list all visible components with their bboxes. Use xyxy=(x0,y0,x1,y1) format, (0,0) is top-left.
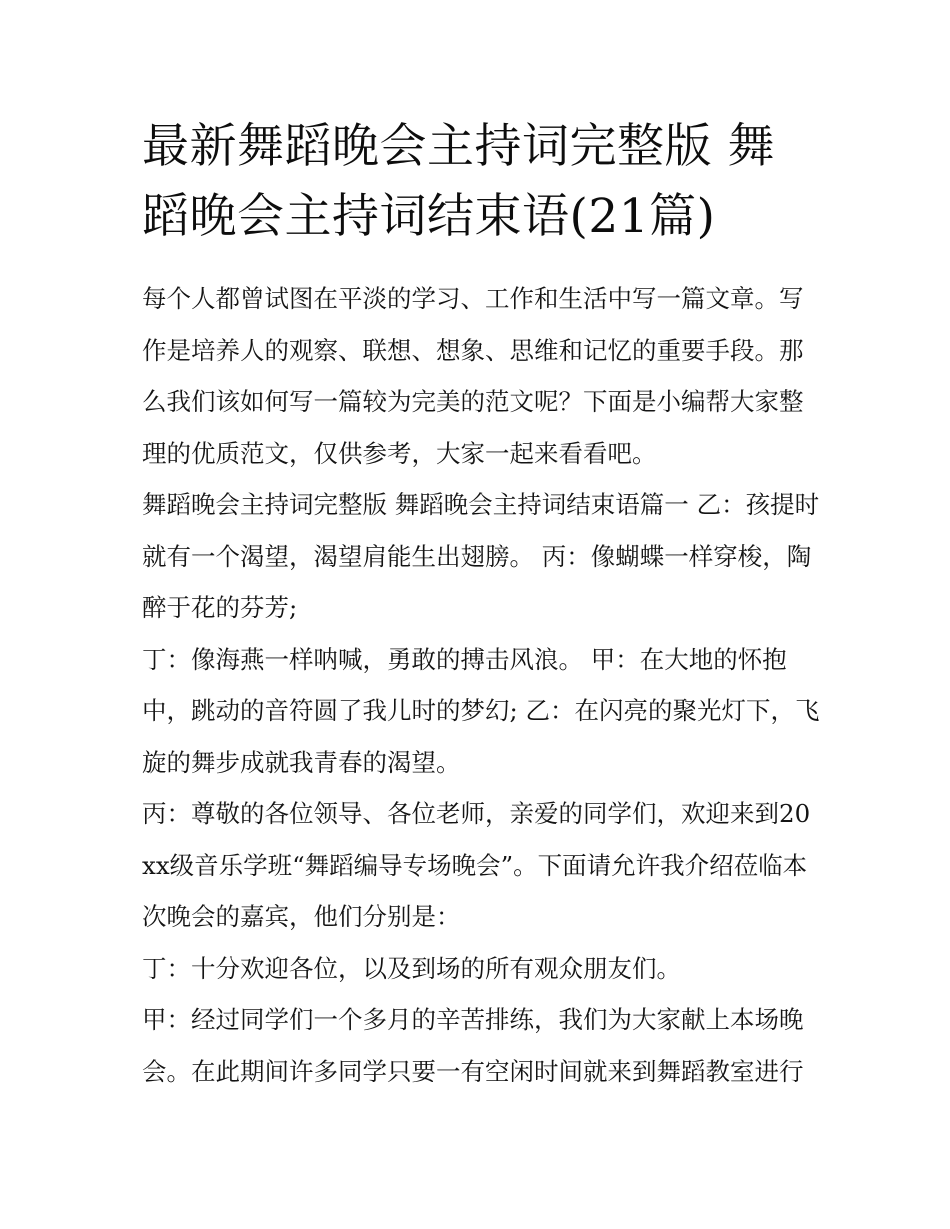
body-paragraph-jia-rehearsal: 甲：经过同学们一个多月的辛苦排练，我们为大家献上本场晚会。在此期间许多同学只要一有空闲时间就来到舞蹈教室进行 xyxy=(142,1005,804,1086)
body-paragraph-ding-greeting: 丁：十分欢迎各位，以及到场的所有观众朋友们。 xyxy=(142,953,681,983)
body-paragraph-ding-jia-yi: 丁：像海燕一样呐喊，勇敢的搏击风浪。 甲：在大地的怀抱中，跳动的音符圆了我儿时的梦幻; 乙：在闪亮的聚光灯下，飞旋的舞步成就我青春的渴望。 xyxy=(142,644,820,777)
document-title: 最新舞蹈晚会主持词完整版 舞蹈晚会主持词结束语(21篇) xyxy=(142,119,775,244)
body-paragraph-intro: 每个人都曾试图在平淡的学习、工作和生活中写一篇文章。写作是培养人的观察、联想、想象、思维和记忆的重要手段。那么我们该如何写一篇较为完美的范文呢？下面是小编帮大家整理的优质范文，仅供参考，大家一起来看看吧。 xyxy=(142,284,804,468)
body-paragraph-part-one: 舞蹈晚会主持词完整版 舞蹈晚会主持词结束语篇一 乙：孩提时就有一个渴望，渴望肩能生出翅膀。 丙：像蝴蝶一样穿梭，陶醉于花的芬芳; xyxy=(142,490,820,622)
document-page xyxy=(142,112,822,1097)
document-body xyxy=(142,273,822,1097)
body-paragraph-bing-welcome: 丙：尊敬的各位领导、各位老师，亲爱的同学们，欢迎来到20xx级音乐学班“舞蹈编导专场晚会”。下面请允许我介绍莅临本次晚会的嘉宾，他们分别是： xyxy=(142,799,811,931)
